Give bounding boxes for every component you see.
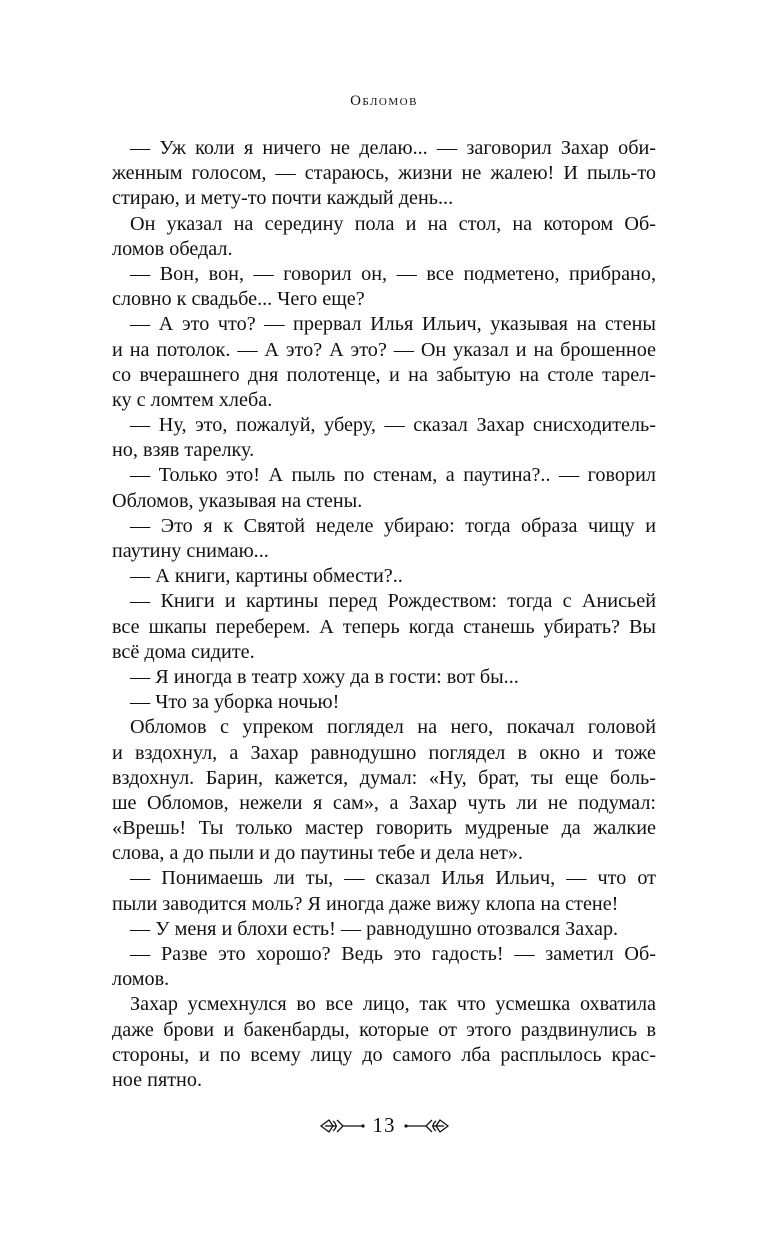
text-line: паутину снимаю... — [112, 540, 269, 562]
text-line: ломов. — [112, 968, 170, 991]
text-line: вздохнул. Барин, кажется, думал: «Ну, брат, ты еще боль- — [112, 766, 656, 789]
text-line: — Разве это хорошо? Ведь это гадость! — заметил Об- — [130, 943, 656, 965]
text-line: ше Обломов, нежели я сам», а Захар чуть ли не подумал: — [112, 791, 656, 814]
text-line: ное пятно. — [112, 1068, 203, 1091]
page-folio — [0, 1113, 768, 1138]
text-line: все шкапы переберем. А теперь когда станешь убирать? Вы — [112, 615, 656, 638]
text-line: — Понимаешь ли ты, — сказал Илья Ильич, — что от — [130, 867, 656, 890]
text-line: стороны, и по всему лицу до самого лба расплылось крас- — [112, 1043, 656, 1066]
text-line: — Ну, это, пожалуй, уберу, — сказал Захар снисходитель- — [130, 414, 656, 437]
text-line: — А это что? — прервал Илья Ильич, указывая на стены — [130, 313, 656, 336]
text-line: — Я иногда в театр хожу да в гости: вот бы... — [130, 665, 519, 688]
text-line: женным голосом, — стараюсь, жизни не жалею! И пыль-то — [112, 162, 656, 185]
text-line: стираю, и мету-то почти каждый день... — [112, 187, 454, 210]
text-line: и на потолок. — А это? А это? — Он указал и на брошенное — [112, 338, 656, 361]
text-line: — Только это! А пыль по стенам, а паутина?.. — говорил — [130, 464, 656, 487]
text-line: — А книги, картины обмести?.. — [130, 565, 403, 588]
text-line: ку с ломтем хлеба. — [112, 388, 273, 411]
text-line: слова, а до пыли и до паутины тебе и дела нет». — [112, 842, 523, 865]
text-line: — Книги и картины перед Рождеством: тогда с Анисьей — [130, 590, 656, 613]
page-number: 13 — [372, 1113, 396, 1137]
text-line: Обломов, указывая на стены. — [112, 489, 363, 512]
text-line: — У меня и блохи есть! — равнодушно отозвался Захар. — [130, 917, 619, 940]
fleuron-right-icon — [404, 1117, 450, 1135]
text-line: «Врешь! Ты только мастер говорить мудреные да жалкие — [112, 817, 656, 840]
body-text — [112, 136, 656, 1093]
text-line: — Уж коли я ничего не делаю... — заговорил Захар оби- — [130, 137, 656, 159]
text-line: ломов обедал. — [112, 237, 233, 260]
text-line: но, взяв тарелку. — [112, 439, 255, 462]
text-line: — Это я к Святой неделе убираю: тогда образа чищу и — [130, 514, 656, 537]
text-line: Обломов с упреком поглядел на него, покачал головой — [130, 716, 656, 739]
text-line: пыли заводится моль? Я иногда даже вижу клопа на стене! — [112, 892, 619, 915]
text-line: всё дома сидите. — [112, 640, 255, 663]
text-line: — Вон, вон, — говорил он, — все подметено, прибрано, — [130, 262, 656, 285]
text-line: со вчерашнего дня полотенце, и на забытую на столе тарел- — [112, 363, 656, 386]
text-line: Захар усмехнулся во все лицо, так что усмешка охватила — [130, 993, 656, 1016]
text-line: Он указал на середину пола и на стол, на котором Об- — [130, 212, 656, 235]
fleuron-left-icon — [319, 1117, 365, 1135]
text-line: даже брови и бакенбарды, которые от этого раздвинулись в — [112, 1018, 656, 1041]
text-line: словно к свадьбе... Чего еще? — [112, 288, 365, 311]
text-line: — Что за уборка ночью! — [130, 691, 340, 714]
running-head: Обломов — [350, 93, 418, 109]
text-line: и вздохнул, а Захар равнодушно поглядел в окно и тоже — [112, 741, 656, 764]
